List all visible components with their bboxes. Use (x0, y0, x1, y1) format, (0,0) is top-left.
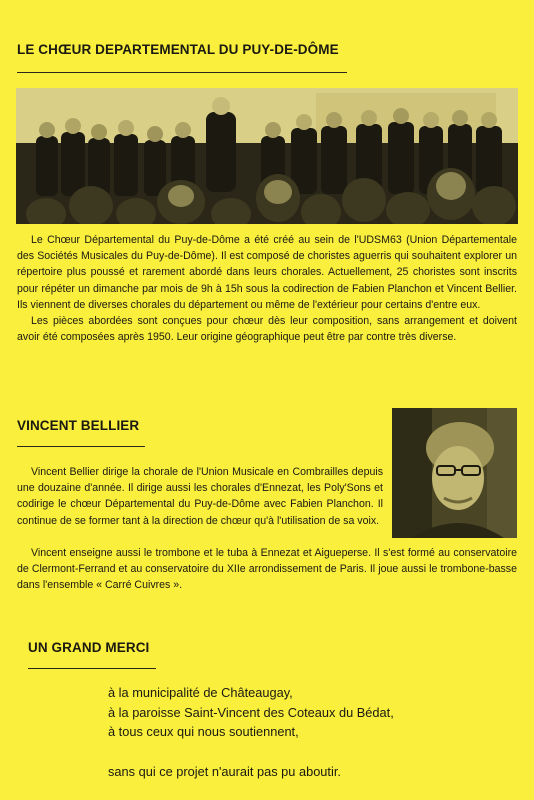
title-underline (28, 668, 156, 669)
choir-photo (16, 88, 518, 224)
thanks-line-2: à la paroisse Saint-Vincent des Coteaux du Bédat, (108, 704, 394, 720)
vincent-bellier-paragraph-1: Vincent Bellier dirige la chorale de l'Union Musicale en Combrailles depuis une douzaine d'année. Il dirige aussi les chorales d'Ennezat, les Poly'Sons et codirige le chœur Départemental du Puy-de-Dôme avec Fabien Planchon. Il continue de se former tant à la direction de chœur qu'à l'utilisation de sa voix. (17, 466, 383, 527)
thanks-line-3: à tous ceux qui nous soutiennent, (108, 724, 299, 739)
section-title-choeur: LE CHŒUR DEPARTEMENTAL DU PUY-DE-DÔME (17, 42, 339, 57)
choeur-paragraph-1: Le Chœur Départemental du Puy-de-Dôme a été créé au sein de l'UDSM63 (Union Départementale des Sociétés Musicales du Puy-de-Dôme). Il est composé de choristes aguerris qui souhaitent explorer un répertoire plus poussé et rarement abordé dans leurs chorales. Actuellement, 25 choristes sont inscrits pour répéter un dimanche par mois de 9h à 15h sous la codirection de Fabien Planchon et Vincent Bellier. Ils viennent de diverses chorales du département ou même de l'extérieur pour certains d'entre eux. (17, 234, 517, 311)
vincent-bellier-portrait (392, 408, 517, 538)
section-title-vincent-bellier: VINCENT BELLIER (17, 418, 140, 433)
thanks-list (108, 683, 394, 742)
section-title-grand-merci: UN GRAND MERCI (28, 640, 150, 655)
vincent-bellier-paragraph-2: Vincent enseigne aussi le trombone et le tuba à Ennezat et Aigueperse. Il s'est formé au conservatoire de Clermont-Ferrand et au conservatoire du XIIe arrondissement de Paris. Il joue aussi le trombone-basse dans l'ensemble « Carré Cuivres ». (17, 547, 517, 592)
vincent-bellier-teaching (17, 545, 517, 594)
thanks-line-1: à la municipalité de Châteaugay, (108, 685, 293, 700)
vincent-bellier-bio (17, 464, 383, 529)
choeur-description (17, 232, 517, 345)
thanks-closing-line: sans qui ce projet n'aurait pas pu aboutir. (108, 764, 341, 779)
title-underline (17, 72, 347, 73)
thanks-closing (108, 762, 341, 782)
choeur-paragraph-2: Les pièces abordées sont conçues pour chœur dès leur composition, sans arrangement et doivent avoir été composées après 1950. Leur origine géographique peut être par contre très diverse. (17, 315, 517, 344)
title-underline (17, 446, 145, 447)
